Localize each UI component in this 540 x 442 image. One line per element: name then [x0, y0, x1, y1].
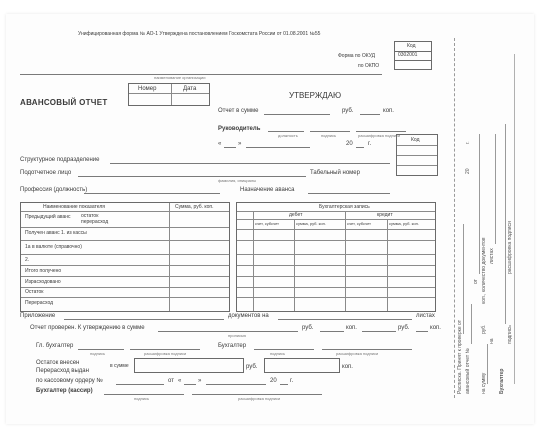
checked-kop2: коп.: [430, 325, 441, 331]
appendix-label: Приложение: [20, 313, 56, 319]
stub-year: 20: [465, 168, 471, 174]
profession-label: Профессия (должность): [20, 187, 88, 193]
debit-account-header: счет, субсчет: [255, 221, 279, 226]
order-year-g: г.: [290, 378, 294, 384]
stub-line-8: листах: [489, 248, 495, 264]
head-decode-caption: расшифровка подписи: [358, 133, 401, 138]
accounting-table: [236, 202, 436, 312]
accountable-label: Подотчетное лицо: [20, 170, 72, 176]
approve-sum-rub-field[interactable]: [264, 114, 330, 115]
approve-year: 20: [346, 141, 353, 147]
cashier-label: Бухгалтер (кассир): [36, 388, 93, 394]
accountant-decode-caption: расшифровка подписи: [336, 351, 379, 356]
debit-header: дебет: [289, 212, 303, 218]
checked-rub2-field[interactable]: [362, 331, 396, 332]
checked-kop: коп.: [346, 325, 357, 331]
chief-sign-caption: подпись: [90, 351, 106, 356]
code-header-label: Код: [407, 43, 416, 49]
in-sum-label: в сумме: [110, 363, 129, 369]
stub-line-3: от: [473, 279, 479, 284]
checked-rub: руб.: [302, 325, 314, 331]
stub-line-10: подпись: [507, 325, 513, 344]
tear-line: [454, 38, 455, 398]
approve-sum-label: Отчет в сумме: [218, 108, 259, 114]
approve-month-field[interactable]: [246, 147, 310, 148]
code-fields-box: [396, 134, 438, 176]
form-header-line: Унифицированная форма № АО-1 Утверждена постановлением Госкомстата России от 01.08.2001 №55: [78, 31, 321, 37]
row-spent: Израсходовано: [25, 279, 61, 285]
debit-sum-header: сумма, руб. коп.: [296, 221, 326, 226]
accounting-title: Бухгалтерская запись: [319, 204, 370, 210]
code-fields-label: Код: [411, 137, 420, 143]
row-rest: Остаток: [25, 289, 44, 295]
credit-account-header: счет, субсчет: [347, 221, 371, 226]
okud-value: 0302001: [398, 52, 418, 58]
cashier-sign[interactable]: [104, 394, 184, 395]
row-total-received: Итого получено: [25, 268, 62, 274]
docs-count-field[interactable]: [278, 319, 412, 320]
okud-label: Форма по ОКУД: [338, 53, 376, 59]
stub-line-9: Бухгалтер: [499, 368, 505, 394]
row-overspend: Перерасход: [25, 300, 54, 306]
tab-number-label: Табельный номер: [310, 170, 360, 176]
head-sign-caption: подпись: [321, 133, 337, 138]
issued-rub-box[interactable]: [134, 358, 244, 373]
stub-field-4[interactable]: [487, 344, 488, 384]
order-month-field[interactable]: [206, 384, 266, 385]
okpo-box[interactable]: [394, 60, 432, 70]
stub-line-2: авансовый отчет №: [465, 348, 471, 394]
stub-field-2[interactable]: [471, 304, 472, 344]
stub-year-g: г.: [465, 141, 471, 144]
rest-issued-label: Остаток внесен: [36, 360, 80, 366]
form-sheet: [6, 14, 534, 424]
cashier-decode-caption: расшифровка подписи: [238, 396, 281, 401]
stub-field-1[interactable]: [463, 224, 464, 334]
stub-field-6[interactable]: [505, 124, 506, 324]
appendix-field[interactable]: [64, 319, 224, 320]
stub-line-11: расшифровка подписи: [507, 221, 513, 274]
approve-quote-close: »: [238, 141, 242, 147]
overspend-issued-label: Перерасход выдан: [36, 368, 89, 374]
row-sub-rest: остаток: [81, 213, 99, 219]
head-post-field[interactable]: [268, 131, 304, 132]
stub-line-5: руб.: [481, 324, 487, 334]
credit-sum-header: сумма, руб. коп.: [389, 221, 419, 226]
checked-kop2-field[interactable]: [416, 331, 428, 332]
date-label: Дата: [183, 86, 197, 92]
order-number-field[interactable]: [116, 384, 164, 385]
approve-quote-open: «: [218, 141, 222, 147]
col-sum-header: Сумма, руб. коп.: [175, 204, 214, 210]
order-quote-open: «: [178, 378, 182, 384]
stub-line-7: на: [489, 338, 495, 344]
accountant-label: Бухгалтер: [218, 343, 247, 349]
row-sub-overspend: перерасход: [81, 219, 109, 225]
division-field[interactable]: [110, 163, 390, 164]
accountant-sign[interactable]: [254, 349, 314, 350]
cashier-decode[interactable]: [192, 394, 322, 395]
number-label: Номер: [138, 86, 157, 92]
row-prev-advance: Предыдущий аванс: [25, 214, 71, 220]
number-date-box: [128, 83, 210, 106]
approve-rub: руб.: [342, 108, 354, 114]
purpose-label: Назначение аванса: [240, 187, 295, 193]
row-currency: 1а в валюте (справочно): [25, 244, 82, 250]
accountant-sign-caption: подпись: [270, 351, 286, 356]
approve-title: УТВЕРЖДАЮ: [289, 91, 342, 100]
chief-accountant-decode[interactable]: [130, 349, 200, 350]
org-caption: наименование организации: [154, 75, 206, 80]
row-two: 2.: [25, 257, 30, 263]
stub-line-1: Расписка. Принят к проверке от: [457, 319, 463, 394]
chief-accountant-sign[interactable]: [78, 349, 124, 350]
document-title: АВАНСОВЫЙ ОТЧЕТ: [20, 98, 108, 107]
in-words-caption: прописью: [228, 333, 247, 338]
okpo-label: по ОКПО: [358, 63, 380, 69]
stub-field-7[interactable]: [514, 54, 515, 384]
order-label: по кассовому ордеру №: [36, 378, 103, 384]
sheets-label: листах: [416, 313, 435, 319]
approve-kop: коп.: [383, 108, 394, 114]
head-decode-field[interactable]: [356, 131, 406, 132]
order-from-label: от: [168, 378, 174, 384]
approve-sum-kop-field[interactable]: [360, 114, 380, 115]
accountable-field[interactable]: [78, 176, 306, 177]
order-day-field[interactable]: [184, 384, 196, 385]
accountable-caption: фамилия, инициалы: [218, 178, 257, 183]
issued-kop-box[interactable]: [264, 358, 340, 373]
advance-table: [20, 202, 230, 312]
checked-sum-field[interactable]: [158, 331, 298, 332]
row-received-cash: Получен аванс 1. из кассы: [25, 230, 87, 236]
order-year-field[interactable]: [280, 384, 288, 385]
checked-label: Отчет проверен. К утверждению в сумме: [30, 325, 145, 331]
stub-line-4: на сумму: [481, 372, 487, 394]
checked-kop-field[interactable]: [320, 331, 344, 332]
cashier-sign-caption: подпись: [134, 396, 150, 401]
head-sign-field[interactable]: [310, 131, 350, 132]
approve-year-g: г.: [368, 141, 372, 147]
purpose-field[interactable]: [308, 193, 390, 194]
stub-field-3[interactable]: [479, 134, 480, 274]
head-label: Руководитель: [218, 126, 261, 132]
stub-field-5[interactable]: [495, 134, 496, 244]
checked-rub2: руб.: [398, 325, 410, 331]
profession-field[interactable]: [84, 193, 220, 194]
issued-kop: коп.: [342, 364, 353, 370]
col-name-header: Наименование показателя: [43, 204, 105, 210]
division-label: Структурное подразделение: [20, 157, 100, 163]
approve-year-field[interactable]: [356, 147, 364, 148]
order-quote-close: »: [198, 378, 202, 384]
stub-line-6: коп., количество документов: [481, 237, 487, 304]
chief-decode-caption: расшифровка подписи: [144, 351, 187, 356]
credit-header: кредит: [377, 212, 393, 218]
accountant-decode[interactable]: [322, 349, 412, 350]
chief-accountant-label: Гл. бухгалтер: [36, 343, 74, 349]
docs-on-label: документов на: [228, 313, 269, 319]
approve-day-field[interactable]: [224, 147, 236, 148]
issued-rub: руб.: [246, 364, 258, 370]
head-post-caption: должность: [278, 133, 298, 138]
order-year: 20: [270, 378, 277, 384]
